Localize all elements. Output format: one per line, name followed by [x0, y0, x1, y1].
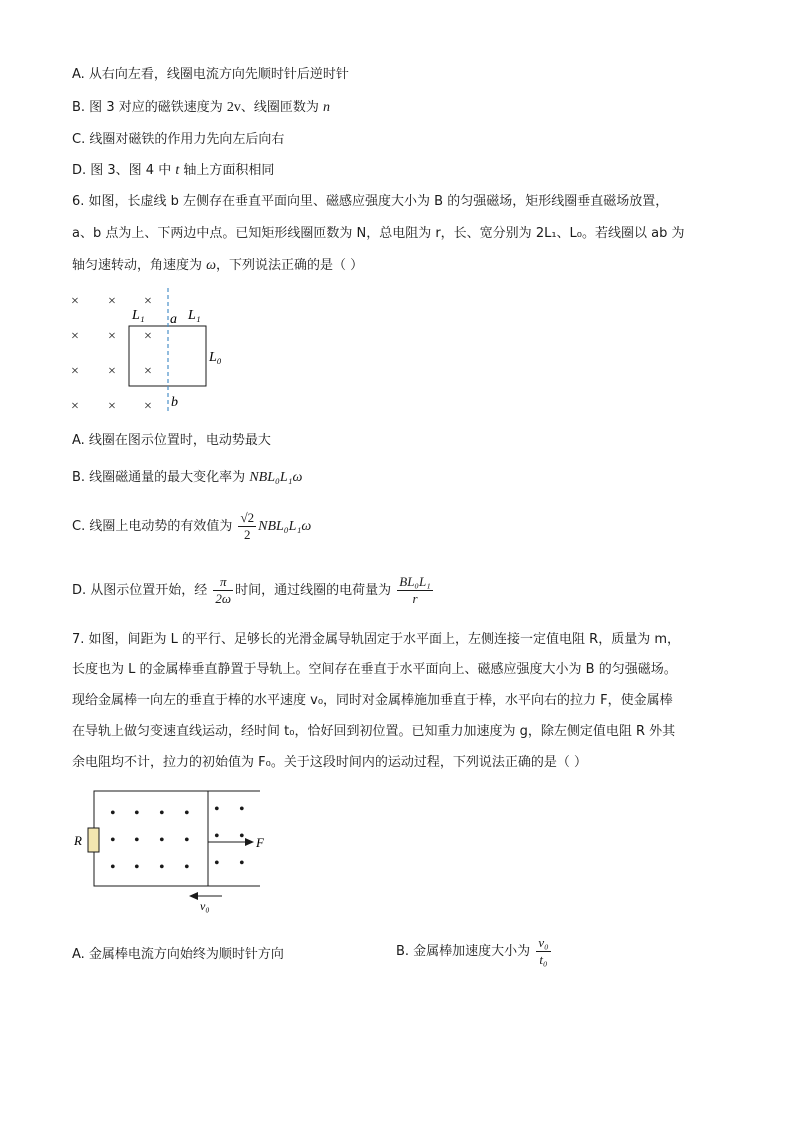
field-dot: •	[184, 805, 190, 822]
velocity-arrow-head	[189, 892, 198, 900]
q6-option-c-prefix: C. 线圈上电动势的有效值为	[72, 519, 237, 534]
field-dot: •	[214, 828, 220, 845]
fraction-numerator: BL₀L₁	[399, 574, 431, 589]
field-cross: ×	[144, 294, 152, 309]
field-dot: •	[134, 805, 140, 822]
q6-stem-line-3	[72, 257, 363, 275]
label-l1-right: L₁	[188, 308, 201, 323]
q5-option-b	[72, 99, 330, 117]
q6-option-a: A. 线圈在图示位置时，电动势最大	[72, 433, 271, 448]
q5-option-d-prefix: D. 图 3、图 4 中	[72, 163, 176, 178]
label-r: R	[74, 833, 82, 848]
q7-option-b-fraction	[536, 935, 550, 968]
fraction-numerator: π	[213, 574, 233, 591]
q6-option-b-prefix: B. 线圈磁通量的最大变化率为	[72, 470, 250, 485]
field-dot: •	[110, 859, 116, 876]
q7-stem-line-4: 在导轨上做匀变速直线运动，经时间 t₀，恰好回到初位置。已知重力加速度为 g，除左侧定值电阻 R 外其	[72, 724, 676, 739]
resistor	[88, 828, 99, 852]
field-dot: •	[214, 855, 220, 872]
q6-stem-suffix: ，下列说法正确的是（ ）	[216, 258, 364, 273]
label-a: a	[170, 312, 177, 327]
q6-option-d-charge-fraction	[397, 574, 432, 607]
field-cross: ×	[108, 364, 116, 379]
q7-figure	[70, 786, 270, 916]
rectangular-coil	[129, 326, 206, 386]
q7-stem-line-3: 现给金属棒一向左的垂直于棒的水平速度 v₀，同时对金属棒施加垂直于棒，水平向右的拉力 F，使金属棒	[72, 693, 673, 708]
field-cross: ×	[144, 399, 152, 414]
label-f: F	[256, 835, 264, 850]
q6-option-b	[72, 469, 302, 487]
field-cross: ×	[71, 329, 79, 344]
field-dot: •	[184, 859, 190, 876]
q6-figure	[60, 286, 240, 416]
field-dot: •	[159, 832, 165, 849]
q5-option-c: C. 线圈对磁铁的作用力先向左后向右	[72, 132, 285, 147]
field-cross: ×	[108, 399, 116, 414]
fraction-denominator: r	[412, 591, 418, 606]
fraction-denominator: 2	[244, 527, 251, 542]
field-dot: •	[239, 828, 245, 845]
q5-option-a: A. 从右向左看，线圈电流方向先顺时针后逆时针	[72, 67, 349, 82]
q7-stem-line-1: 7. 如图，间距为 L 的平行、足够长的光滑金属导轨固定于水平面上，左侧连接一定值电阻 R，质量为 m，	[72, 632, 681, 647]
guide-rails	[94, 791, 260, 886]
field-dot: •	[159, 805, 165, 822]
field-cross: ×	[144, 364, 152, 379]
q7-stem-line-5: 余电阻均不计，拉力的初始值为 F₀。关于这段时间内的运动过程，下列说法正确的是（ ）	[72, 755, 587, 770]
field-dot: •	[110, 805, 116, 822]
q6-option-d-prefix: D. 从图示位置开始，经	[72, 583, 212, 598]
label-v0: v₀	[200, 899, 210, 913]
q6-stem-line-1: 6. 如图，长虚线 b 左侧存在垂直平面向里、磁感应强度大小为 B 的匀强磁场，矩形线圈垂直磁场放置，	[72, 194, 669, 209]
fraction-denominator: 2ω	[215, 591, 232, 606]
q5-option-d-suffix: 轴上方面积相同	[179, 163, 275, 178]
q7-option-b-prefix: B. 金属棒加速度大小为	[396, 944, 535, 959]
fraction-denominator: t₀	[539, 952, 548, 967]
force-arrow-head	[245, 838, 254, 846]
q6-option-d	[72, 574, 435, 608]
q6-option-c-expression: NBL₀L₁ω	[258, 519, 312, 534]
field-dot: •	[134, 859, 140, 876]
q7-option-a: A. 金属棒电流方向始终为顺时针方向	[72, 947, 284, 962]
q5-option-b-velocity: 2v	[226, 100, 241, 115]
q6-option-b-expression: NBL₀L₁ω	[249, 470, 303, 485]
field-cross: ×	[144, 329, 152, 344]
field-cross: ×	[71, 399, 79, 414]
field-cross: ×	[108, 329, 116, 344]
field-dot: •	[239, 855, 245, 872]
field-dot: •	[214, 801, 220, 818]
fraction-numerator: v₀	[538, 935, 549, 950]
field-cross: ×	[108, 294, 116, 309]
q5-option-d	[72, 162, 274, 180]
field-dot: •	[159, 859, 165, 876]
label-l0: L₀	[209, 350, 222, 365]
label-l1-left: L₁	[132, 308, 145, 323]
q5-option-b-middle: 、线圈匝数为	[240, 100, 323, 115]
field-dot: •	[110, 832, 116, 849]
q6-option-c	[72, 510, 311, 544]
q5-option-d-t: t	[175, 163, 180, 178]
label-b: b	[171, 395, 178, 410]
field-dot: •	[239, 801, 245, 818]
field-cross: ×	[71, 364, 79, 379]
q7-stem-line-2: 长度也为 L 的金属棒垂直静置于导轨上。空间存在垂直于水平面向上、磁感应强度大小为 B 的匀强磁场。	[72, 662, 677, 677]
q6-option-c-fraction	[238, 510, 256, 543]
q6-stem-prefix: 轴匀速转动，角速度为	[72, 258, 207, 273]
q6-omega: ω	[206, 258, 217, 273]
field-cross: ×	[71, 294, 79, 309]
q6-stem-line-2: a、b 点为上、下两边中点。已知矩形线圈匝数为 N，总电阻为 r，长、宽分别为 2L₁、L₀。若线圈以 ab 为	[72, 226, 685, 241]
fraction-numerator: √2	[240, 510, 255, 525]
field-dot: •	[134, 832, 140, 849]
q6-option-d-middle: 时间，通过线圈的电荷量为	[235, 583, 396, 598]
q6-option-d-time-fraction	[213, 574, 233, 607]
q5-option-b-prefix: B. 图 3 对应的磁铁速度为	[72, 100, 227, 115]
q7-option-b	[396, 935, 553, 969]
field-dot: •	[184, 832, 190, 849]
q5-option-b-turns: n	[323, 100, 330, 115]
